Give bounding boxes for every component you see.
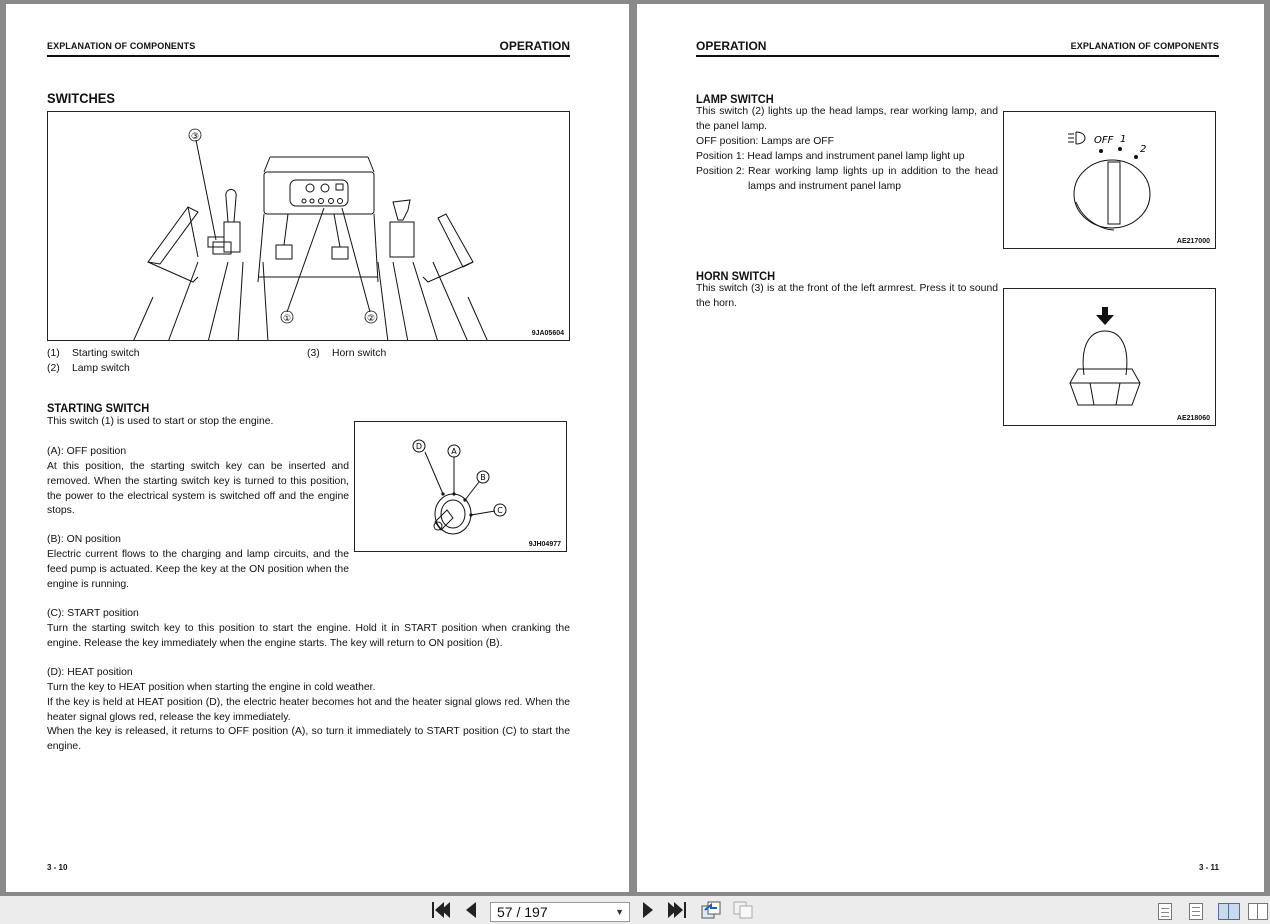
lamp-switch-text: This switch (2) lights up the head lamps, rear working lamp, and the panel lamp. bbox=[696, 106, 998, 132]
first-page-button[interactable] bbox=[430, 896, 452, 924]
key-label-b: B bbox=[480, 473, 486, 482]
left-header-chapter: OPERATION bbox=[499, 39, 570, 53]
on-position-heading: (B): ON position bbox=[47, 534, 121, 545]
callout-1: ① bbox=[282, 314, 292, 324]
lamp-pos2-row bbox=[696, 165, 998, 195]
previous-page-icon bbox=[466, 902, 476, 918]
start-position-text: Turn the starting switch key to this position to start the engine. Hold it in START position when cranking the engine. Release the key immediately when the engine starts. The key will return to ON position (B). bbox=[47, 623, 570, 649]
lamp-label-1: 1 bbox=[1120, 134, 1127, 145]
two-page-continuous-view-icon[interactable] bbox=[1248, 903, 1268, 920]
starting-switch-title: STARTING SWITCH bbox=[47, 401, 150, 415]
go-forward-button[interactable] bbox=[732, 896, 754, 924]
next-page-icon bbox=[643, 902, 653, 918]
right-header-chapter: OPERATION bbox=[696, 39, 767, 53]
two-page-view-icon[interactable] bbox=[1218, 903, 1240, 920]
horn-button-drawing bbox=[1004, 289, 1215, 425]
heat-position-heading: (D): HEAT position bbox=[47, 667, 133, 678]
lamp-pos2-text: Rear working lamp lights up in addition to the head lamps and instrument panel lamp bbox=[748, 166, 998, 192]
figure1-code: 9JA05604 bbox=[531, 330, 564, 337]
lamp-knob-drawing bbox=[1004, 112, 1215, 248]
right-header-rule bbox=[696, 55, 1219, 57]
page-number-value: 57 / 197 bbox=[497, 904, 548, 920]
horn-switch-text: This switch (3) is at the front of the left armrest. Press it to sound the horn. bbox=[696, 283, 998, 309]
starting-switch-intro: This switch (1) is used to start or stop the engine. bbox=[47, 416, 274, 427]
key-label-c: C bbox=[497, 506, 503, 515]
continuous-view-icon[interactable] bbox=[1189, 903, 1203, 920]
document-page-left bbox=[6, 4, 629, 892]
right-page-number: 3 - 11 bbox=[1198, 863, 1219, 872]
next-page-button[interactable] bbox=[640, 896, 656, 924]
key-label-a: A bbox=[451, 447, 457, 456]
horn-switch-figure bbox=[1003, 288, 1216, 426]
off-position-heading: (A): OFF position bbox=[47, 446, 127, 457]
key-switch-drawing bbox=[355, 422, 566, 551]
lamp-switch-figure bbox=[1003, 111, 1216, 249]
last-page-icon bbox=[684, 902, 686, 918]
callout-3: ③ bbox=[190, 132, 200, 142]
single-page-view-icon[interactable] bbox=[1158, 903, 1172, 920]
go-back-icon bbox=[701, 901, 721, 919]
first-page-icon bbox=[432, 902, 434, 918]
left-page-number: 3 - 10 bbox=[47, 863, 68, 872]
on-position-text: Electric current flows to the charging and lamp circuits, and the feed pump is actuated. Keep the key at the ON position when the engine is running. bbox=[47, 549, 349, 590]
right-header-section: EXPLANATION OF COMPONENTS bbox=[1070, 41, 1219, 51]
document-page-right bbox=[637, 4, 1264, 892]
start-position-heading: (C): START position bbox=[47, 608, 139, 619]
lamp-label-2: 2 bbox=[1140, 144, 1147, 155]
switches-location-figure bbox=[47, 111, 570, 341]
heat-position-text-1: Turn the key to HEAT position when starting the engine in cold weather. bbox=[47, 682, 376, 693]
key-label-d: D bbox=[415, 442, 423, 451]
viewer-toolbar bbox=[0, 896, 1270, 924]
starting-switch-figure bbox=[354, 421, 567, 552]
left-header-rule bbox=[47, 55, 570, 57]
go-forward-icon bbox=[733, 901, 753, 919]
heat-position-text-3: When the key is released, it returns to OFF position (A), so turn it immediately to START position (C) to start the engine. bbox=[47, 726, 570, 752]
previous-page-button[interactable] bbox=[462, 896, 480, 924]
lamp-label-off: OFF bbox=[1094, 135, 1114, 146]
go-back-button[interactable] bbox=[700, 896, 722, 924]
page-number-input[interactable] bbox=[490, 902, 630, 922]
last-page-button[interactable] bbox=[666, 896, 688, 924]
lamp-pos2-label: Position 2: bbox=[696, 166, 745, 177]
lamp-figure-code: AE217000 bbox=[1176, 238, 1210, 245]
legend-item-1: (1) Starting switch bbox=[47, 348, 140, 359]
callout-2: ② bbox=[366, 314, 376, 324]
heat-position-text-2: If the key is held at HEAT position (D), the electric heater becomes hot and the heater signal glows red. When the heater signal glows red, release the key immediately. bbox=[47, 697, 570, 723]
figure2-code: 9JH04977 bbox=[528, 541, 561, 548]
lamp-off-text: OFF position: Lamps are OFF bbox=[696, 136, 835, 147]
left-header-section: EXPLANATION OF COMPONENTS bbox=[47, 41, 196, 51]
legend-item-2: (2) Lamp switch bbox=[47, 363, 130, 374]
horn-switch-title: HORN SWITCH bbox=[696, 269, 776, 283]
legend-item-3: (3) Horn switch bbox=[307, 348, 387, 359]
lamp-switch-title: LAMP SWITCH bbox=[696, 92, 774, 106]
off-position-text: At this position, the starting switch key can be inserted and removed. When the starting switch key is turned to this position, the power to the electrical system is switched off and the engine stops. bbox=[47, 461, 349, 517]
page-dropdown-icon[interactable]: ▼ bbox=[615, 907, 624, 917]
operator-compartment-drawing bbox=[48, 112, 569, 340]
horn-figure-code: AE218060 bbox=[1176, 415, 1210, 422]
section-title: SWITCHES bbox=[47, 90, 115, 106]
lamp-pos1-text: Position 1: Head lamps and instrument panel lamp light up bbox=[696, 151, 965, 162]
